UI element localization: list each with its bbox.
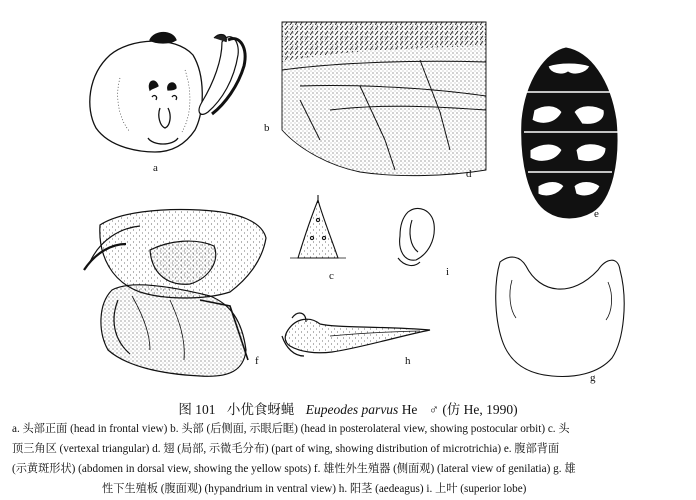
drawing-a-head-frontal (90, 33, 202, 153)
panel-label-c: c (329, 270, 334, 282)
drawing-g-hypandrium (496, 257, 624, 376)
caption-line: 性下生殖板 (腹面观) (hypandrium in ventral view) h. 阳茎 (aedeagus) i. 上叶 (superior lobe) (102, 483, 527, 495)
panel-label-i: i (446, 266, 450, 278)
panel-label-g: g (590, 372, 596, 384)
panel-label-b: b (264, 122, 270, 134)
caption-line: (示黄斑形状) (abdomen in dorsal view, showing the yellow spots) f. 雄性外生殖器 (侧面观) (lateral view of genilatia) g. 雄 (12, 463, 576, 475)
caption-sex-symbol: ♂ (428, 402, 439, 417)
caption-figure-number: 图 101 (178, 402, 216, 417)
caption-source: (仿 He, 1990) (442, 402, 518, 417)
caption-author: He (401, 402, 418, 417)
drawing-f-genitalia-lateral (84, 210, 266, 377)
drawing-e-abdomen-dorsal (522, 48, 618, 218)
panel-label-e: e (594, 208, 599, 220)
drawing-d-wing (282, 22, 486, 176)
figure-caption-legend (12, 419, 684, 499)
caption-latin-name: Eupeodes parvus (305, 402, 399, 417)
panel-label-d: d (466, 168, 472, 180)
drawing-i-superior-lobe (398, 208, 434, 265)
panel-label-h: h (405, 355, 411, 367)
caption-chinese-name: 小优食蚜蝇 (226, 402, 295, 417)
figure-caption-title (0, 398, 696, 418)
caption-line: 顶三角区 (vertexal triangular) d. 翅 (局部, 示微毛分布) (part of wing, showing distribution of microtrichia) e. 腹部背面 (12, 443, 560, 455)
panel-label-f: f (255, 355, 259, 367)
caption-line: a. 头部正面 (head in frontal view) b. 头部 (后侧面, 示眼后眶) (head in posterolateral view, showing postocular orbit) c. 头 (12, 423, 570, 435)
drawing-b-head-posterolateral (199, 35, 245, 115)
drawing-h-aedeagus (282, 313, 430, 356)
panel-label-a: a (153, 162, 158, 174)
drawing-c-vertexal-triangle (290, 195, 346, 258)
